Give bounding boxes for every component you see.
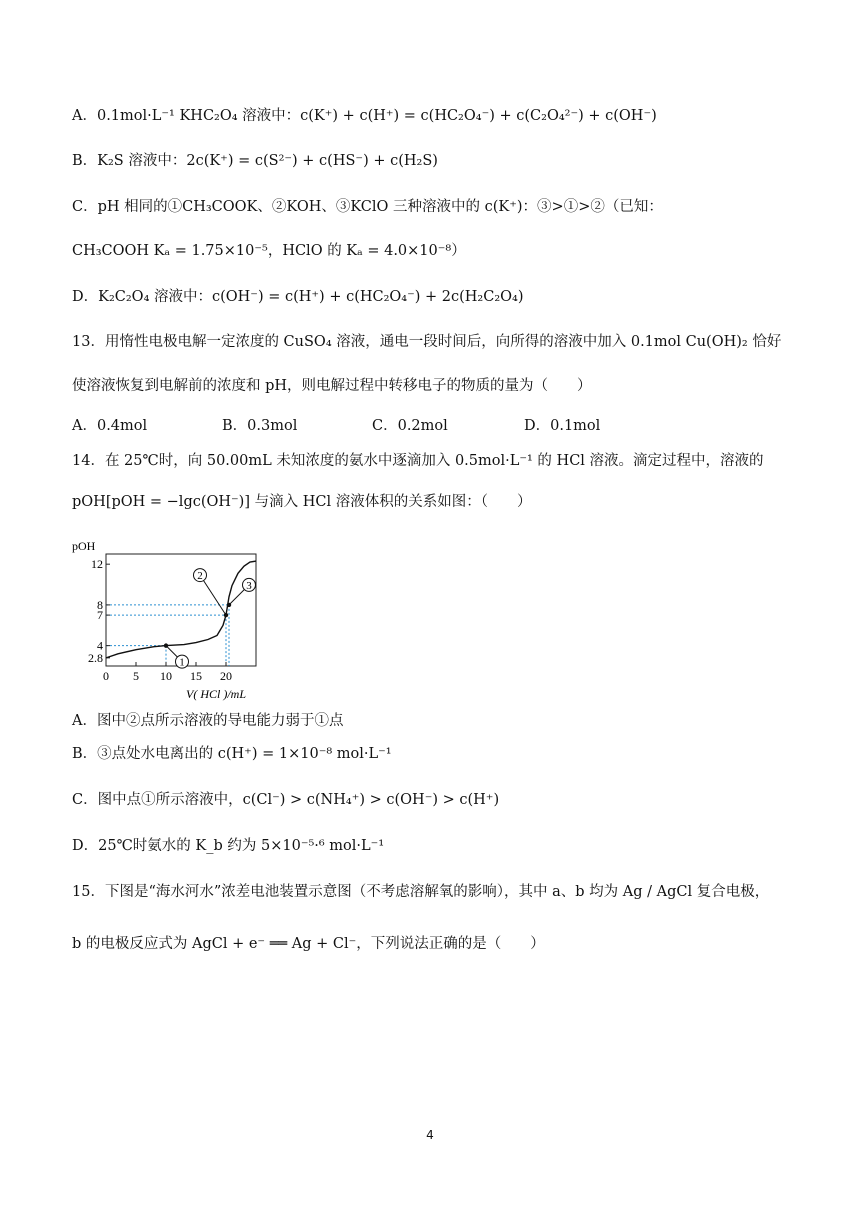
point-leader xyxy=(200,575,226,615)
q14-option-b: B．③点处水电离出的 c(H⁺) = 1×10⁻⁸ mol·L⁻¹ xyxy=(72,746,392,762)
q12-option-c-line1: C．pH 相同的①CH₃COOK、②KOH、③KClO 三种溶液中的 c(K⁺)：③>①>②（已知： xyxy=(72,199,663,215)
point-label: 2 xyxy=(197,570,203,583)
x-tick-label: 15 xyxy=(190,669,202,683)
q13-option-a: A．0.4mol xyxy=(72,418,148,434)
y-tick-label: 8 xyxy=(97,597,103,612)
q13-option-c: C．0.2mol xyxy=(372,418,448,434)
y-tick-label: 4 xyxy=(97,638,103,653)
chart-svg xyxy=(70,536,270,702)
x-tick-label: 5 xyxy=(133,669,139,683)
y-axis-label: pOH xyxy=(72,539,96,553)
q15-stem-line1: 15．下图是“海水河水”浓差电池装置示意图（不考虑溶解氧的影响），其中 a、b 均为 Ag / AgCl 复合电极， xyxy=(72,884,770,900)
q14-stem-line2: pOH[pOH = −lgc(OH⁻)] 与滴入 HCl 溶液体积的关系如图：（ ） xyxy=(72,494,532,510)
pOH-titration-chart xyxy=(70,536,270,702)
x-tick-label: 0 xyxy=(103,669,109,683)
x-axis-label: V( HCl )/mL xyxy=(186,687,246,701)
q13-option-d: D．0.1mol xyxy=(524,418,601,434)
x-tick-label: 20 xyxy=(220,669,232,683)
q14-option-d: D．25℃时氨水的 K_b 约为 5×10⁻⁵·⁶ mol·L⁻¹ xyxy=(72,838,385,854)
point-label: 1 xyxy=(179,656,185,669)
y-tick-label: 12 xyxy=(91,557,103,572)
q12-option-c-line2: CH₃COOH Kₐ = 1.75×10⁻⁵，HClO 的 Kₐ = 4.0×10⁻⁸） xyxy=(72,243,466,259)
q12-option-a: A．0.1mol·L⁻¹ KHC₂O₄ 溶液中：c(K⁺) + c(H⁺) = c(HC₂O₄⁻) + c(C₂O₄²⁻) + c(OH⁻) xyxy=(72,108,657,124)
q14-option-c: C．图中点①所示溶液中，c(Cl⁻) > c(NH₄⁺) > c(OH⁻) > c(H⁺) xyxy=(72,792,500,808)
q15-stem-line2: b 的电极反应式为 AgCl + e⁻ ══ Ag + Cl⁻，下列说法正确的是（ ） xyxy=(72,936,545,952)
x-tick-label: 10 xyxy=(160,669,172,683)
point-label: 3 xyxy=(246,579,252,592)
q12-option-d: D．K₂C₂O₄ 溶液中：c(OH⁻) = c(H⁺) + c(HC₂O₄⁻) + 2c(H₂C₂O₄) xyxy=(72,289,524,305)
y-tick-label: 7 xyxy=(97,608,103,623)
q13-stem-line1: 13．用惰性电极电解一定浓度的 CuSO₄ 溶液，通电一段时间后，向所得的溶液中加入 0.1mol Cu(OH)₂ 恰好 xyxy=(72,334,782,350)
series-line xyxy=(106,561,256,658)
q14-option-a: A．图中②点所示溶液的导电能力弱于①点 xyxy=(72,713,344,729)
q13-option-b: B．0.3mol xyxy=(222,418,298,434)
q13-stem-line2: 使溶液恢复到电解前的浓度和 pH，则电解过程中转移电子的物质的量为（ ） xyxy=(72,378,592,394)
q14-stem-line1: 14．在 25℃时，向 50.00mL 未知浓度的氨水中逐滴加入 0.5mol·L⁻¹ 的 HCl 溶液。滴定过程中，溶液的 xyxy=(72,453,764,469)
plot-frame xyxy=(106,554,256,666)
y-tick-label: 2.8 xyxy=(88,650,103,665)
q12-option-b: B．K₂S 溶液中：2c(K⁺) = c(S²⁻) + c(HS⁻) + c(H₂S) xyxy=(72,153,438,169)
page-number: 4 xyxy=(426,1128,434,1142)
